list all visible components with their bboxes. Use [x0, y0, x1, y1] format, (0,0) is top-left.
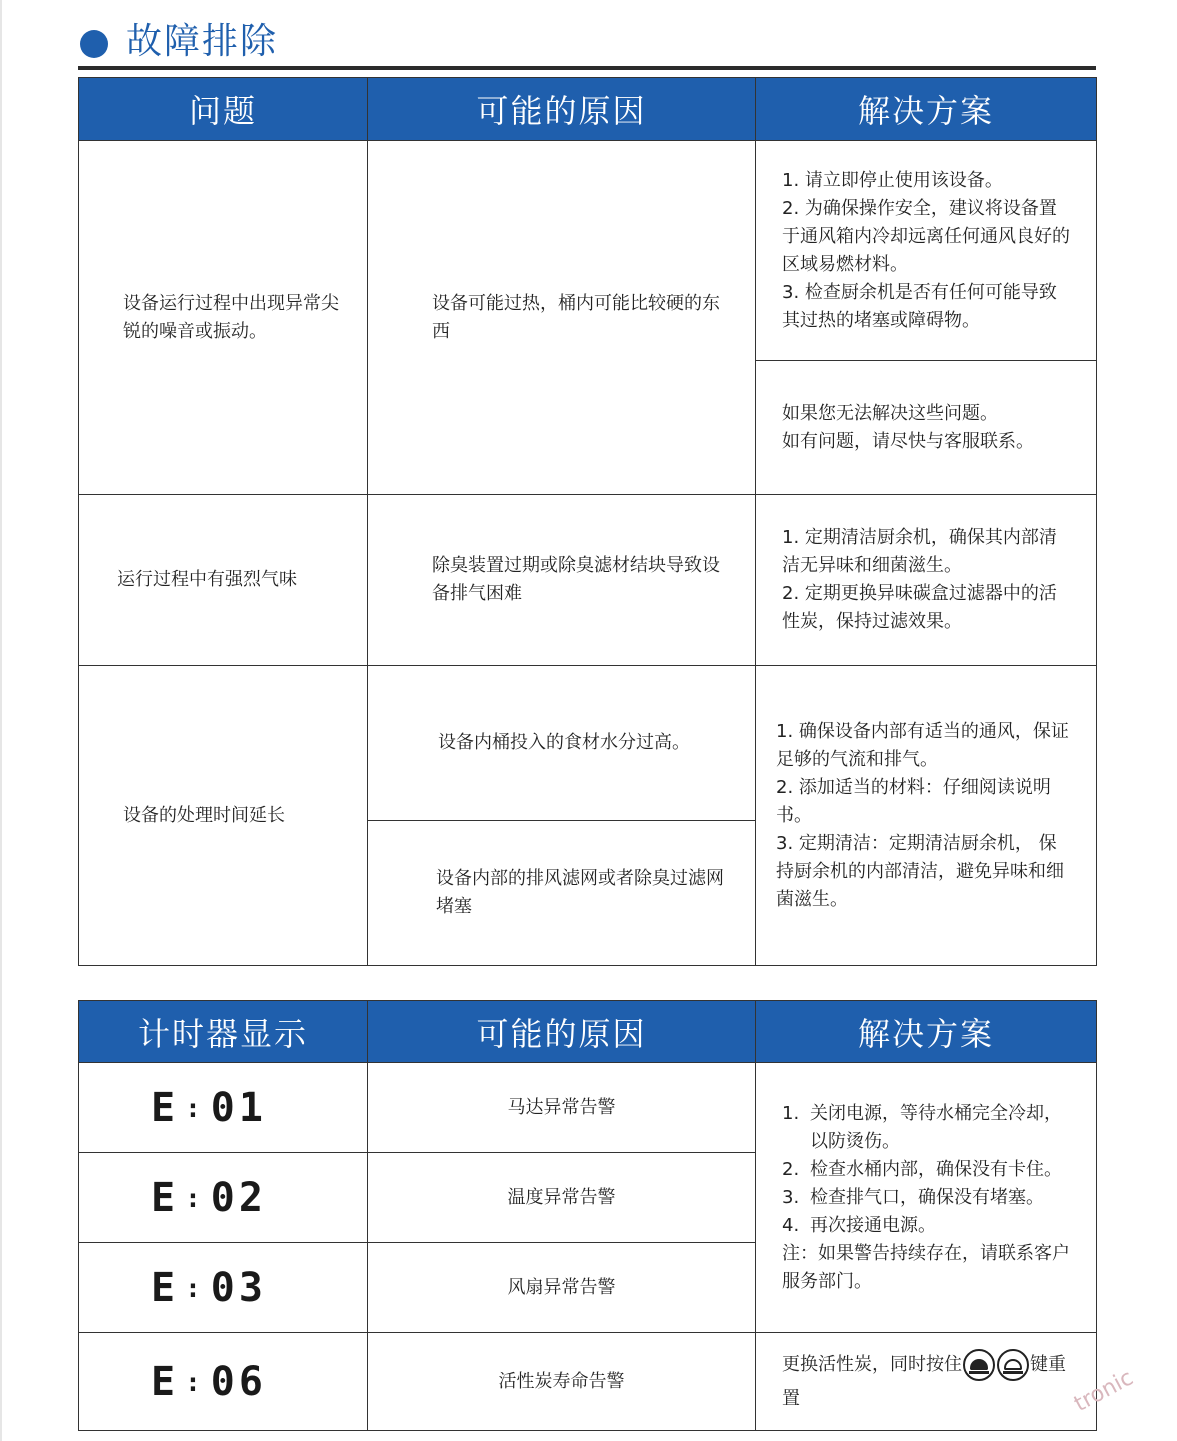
- rice-cooker-dark-icon: [963, 1349, 995, 1381]
- error-cause-cell: [368, 1333, 756, 1431]
- solution-cell: [756, 141, 1097, 361]
- header-solution: 解决方案: [756, 78, 1097, 141]
- table-row: [79, 495, 1097, 666]
- list-item: 4. 再次接通电源。: [782, 1214, 936, 1236]
- solution-cell: [756, 361, 1097, 495]
- error-cause-text: 温度异常告警: [507, 1186, 616, 1208]
- solution-line: 2. 为确保操作安全，建议将设备置于通风箱内冷却远离任何通风良好的区域易燃材料。: [782, 197, 1070, 275]
- problem-cell: [79, 141, 368, 495]
- list-item: 1. 关闭电源，等待水桶完全冷却，以防烫伤。: [782, 1102, 1062, 1152]
- cause-text: 除臭装置过期或除臭滤材结块导致设备排气困难: [432, 555, 720, 604]
- table-row: [79, 1333, 1097, 1431]
- error-code-letter: E: [151, 1264, 180, 1311]
- solution-suffix: 键重置: [782, 1353, 1066, 1409]
- solution-line: 如有问题，请尽快与客服联系。: [782, 430, 1034, 452]
- header-cause: 可能的原因: [368, 1001, 756, 1063]
- error-code-table: [78, 1000, 1097, 1431]
- solution-line: 1. 定期清洁厨余机，确保其内部清洁无异味和细菌滋生。: [782, 527, 1057, 576]
- solution-prefix: 更换活性炭，同时按住: [782, 1353, 962, 1375]
- error-code-letter: E: [151, 1174, 180, 1221]
- solution-line: 2. 添加适当的材料：仔细阅读说明书。: [776, 776, 1051, 826]
- watermark-logo: tronic: [1070, 1365, 1138, 1417]
- error-code-number: 06: [210, 1358, 267, 1405]
- header-solution: 解决方案: [756, 1001, 1097, 1063]
- table-row: [79, 141, 1097, 361]
- error-code-colon: :: [185, 1093, 205, 1124]
- error-cause-text: 活性炭寿命告警: [498, 1370, 625, 1392]
- error-code-letter: E: [151, 1084, 180, 1131]
- error-code-display: [79, 1243, 368, 1333]
- cause-text: 设备内部的排风滤网或者除臭过滤网堵塞: [436, 868, 724, 917]
- table-header-row: [79, 1001, 1097, 1063]
- problem-text: 设备的处理时间延长: [123, 804, 285, 826]
- page-title: 故障排除: [126, 21, 279, 62]
- problem-text: 设备运行过程中出现异常尖锐的噪音或振动。: [123, 292, 339, 342]
- error-code-letter: E: [151, 1358, 180, 1405]
- error-cause-cell: [368, 1063, 756, 1153]
- problem-text: 运行过程中有强烈气味: [117, 569, 297, 590]
- solution-line: 如果您无法解决这些问题。: [782, 402, 998, 424]
- solution-line: 3. 定期清洁：定期清洁厨余机， 保持厨余机的内部清洁，避免异味和细菌滋生。: [776, 832, 1064, 910]
- solution-line: 1. 确保设备内部有适当的通风，保证足够的气流和排气。: [776, 720, 1069, 770]
- bullet-dot-icon: [80, 30, 108, 58]
- error-code-display: [79, 1063, 368, 1153]
- error-solution-cell: [756, 1063, 1097, 1333]
- error-cause-cell: [368, 1153, 756, 1243]
- list-item: 3. 检查排气口，确保没有堵塞。: [782, 1186, 1044, 1208]
- cause-text: 设备内桶投入的食材水分过高。: [438, 732, 690, 753]
- troubleshoot-table: [78, 77, 1097, 966]
- error-code-display: [79, 1333, 368, 1431]
- solution-line: 3. 检查厨余机是否有任何可能导致其过热的堵塞或障碍物。: [782, 281, 1057, 331]
- cause-cell: [368, 821, 756, 966]
- list-item: 2. 检查水桶内部，确保没有卡住。: [782, 1158, 1062, 1180]
- cause-cell: [368, 666, 756, 821]
- cause-cell: [368, 141, 756, 495]
- header-timer-display: 计时器显示: [79, 1001, 368, 1063]
- rice-cooker-light-icon: [997, 1349, 1029, 1381]
- problem-cell: [79, 495, 368, 666]
- solution-line: 2. 定期更换异味碳盒过滤器中的活性炭，保持过滤效果。: [782, 583, 1057, 632]
- error-note: 注：如果警告持续存在，请联系客户服务部门。: [782, 1242, 1070, 1292]
- page-edge: [0, 0, 2, 1441]
- error-code-number: 01: [210, 1084, 267, 1131]
- solution-cell: [756, 666, 1097, 966]
- title-rule: [78, 66, 1096, 70]
- cause-text: 设备可能过热，桶内可能比较硬的东西: [432, 292, 720, 342]
- cause-cell: [368, 495, 756, 666]
- error-code-colon: :: [185, 1367, 205, 1398]
- table-row: [79, 666, 1097, 821]
- header-problem: 问题: [79, 78, 368, 141]
- error-solution-list: [782, 1100, 1072, 1240]
- error-code-colon: :: [185, 1273, 205, 1304]
- header-cause: 可能的原因: [368, 78, 756, 141]
- solution-line: 1. 请立即停止使用该设备。: [782, 169, 1003, 191]
- problem-cell: [79, 666, 368, 966]
- error-cause-text: 风扇异常告警: [507, 1276, 616, 1298]
- error-code-number: 03: [210, 1264, 267, 1311]
- error-code-number: 02: [210, 1174, 267, 1221]
- solution-cell: [756, 495, 1097, 666]
- table-row: [79, 1063, 1097, 1153]
- error-code-display: [79, 1153, 368, 1243]
- error-cause-cell: [368, 1243, 756, 1333]
- table-header-row: [79, 78, 1097, 141]
- error-cause-text: 马达异常告警: [507, 1096, 616, 1118]
- error-solution-cell: [756, 1333, 1097, 1431]
- error-code-colon: :: [185, 1183, 205, 1214]
